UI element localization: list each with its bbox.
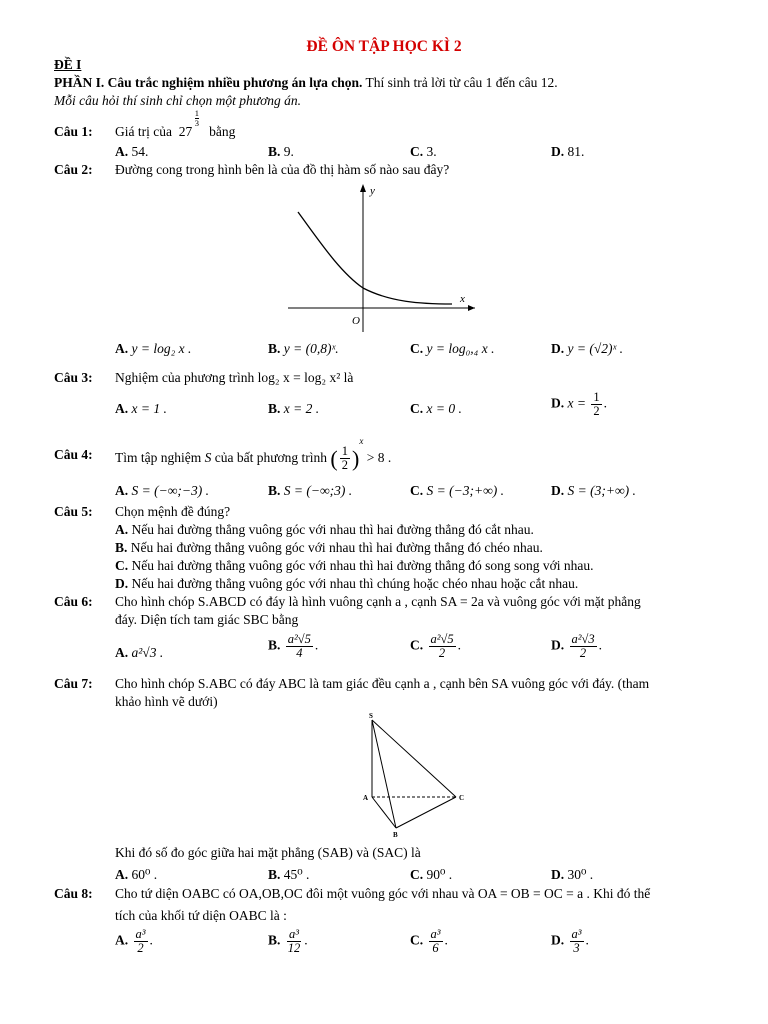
power-exponent	[195, 109, 199, 127]
vertex-b-label: B	[393, 831, 398, 839]
option-b[interactable]: B. $\frac{\text{a²√5}}{4}$ .	[268, 632, 319, 661]
x-axis-label: x	[460, 293, 465, 305]
exponent-x: x	[359, 436, 364, 446]
question-8-line-1: Cho tứ diện OABC có OA,OB,OC đôi một vuông góc với nhau và OA = OB = OC = a . Khi đó thể	[115, 886, 651, 901]
paren-open: (	[330, 445, 338, 471]
option-letter: A.	[115, 645, 129, 660]
question-7-line-3: Khi đó số đo góc giữa hai mặt phẳng (SAB) và (SAC) là	[115, 845, 421, 860]
x-axis-arrow	[468, 305, 475, 311]
option-letter: B.	[268, 401, 281, 416]
option-text: a²√3 .	[131, 645, 164, 660]
option-letter: C.	[410, 932, 424, 948]
option-c[interactable]	[410, 483, 504, 499]
numerator: a³	[289, 927, 300, 941]
exponent-denominator: 3	[194, 117, 199, 128]
fraction	[340, 445, 350, 472]
option-a[interactable]	[115, 401, 167, 417]
option-a[interactable]	[115, 645, 163, 661]
option-text: 90⁰ .	[426, 867, 453, 882]
option-letter: D.	[551, 483, 565, 498]
denominator: 2	[438, 646, 446, 661]
question-label: Câu 1:	[54, 124, 93, 139]
option-letter: D.	[115, 576, 129, 591]
function-graph	[280, 180, 480, 335]
y-axis-label: y	[370, 185, 375, 197]
option-text: x = 1 .	[131, 401, 167, 416]
vertex-c-label: C	[459, 794, 465, 802]
option-letter: C.	[410, 637, 424, 653]
option-text: 3.	[426, 144, 437, 159]
page-title: ĐỀ ÔN TẬP HỌC KÌ 2	[306, 38, 462, 55]
option-letter: C.	[410, 341, 424, 356]
vertex-s-label: S	[369, 712, 373, 720]
option-letter: B.	[268, 483, 281, 498]
set-variable: S	[204, 450, 212, 465]
question-6-line-2: đáy. Diện tích tam giác SBC bằng	[115, 612, 299, 627]
question-label: Câu 5:	[54, 504, 93, 519]
paren-close: )	[352, 445, 360, 471]
option-text: 9.	[283, 144, 294, 159]
question-6-line-1: Cho hình chóp S.ABCD có đáy là hình vuông cạnh a , cạnh SA = 2a và vuông góc với mặt phẳng	[115, 594, 641, 609]
option-text: Nếu hai đường thẳng vuông góc với nhau thì hai đường thẳng đó chéo nhau.	[130, 540, 543, 555]
option-letter: B.	[268, 932, 281, 948]
fraction	[570, 928, 584, 955]
option-text: x =	[567, 395, 586, 411]
option-text: y = (0,8)ˣ.	[283, 341, 339, 356]
option-letter: D.	[551, 341, 565, 356]
exponential-curve	[298, 212, 452, 304]
option-letter: A.	[115, 932, 129, 948]
option-a[interactable]	[115, 867, 157, 883]
edge-bc	[396, 797, 456, 828]
option-letter: A.	[115, 522, 129, 537]
option-b[interactable]	[268, 483, 352, 499]
option-text: Nếu hai đường thẳng vuông góc với nhau thì chúng hoặc chéo nhau hoặc cắt nhau.	[131, 576, 579, 591]
option-text: x = 0 .	[426, 401, 462, 416]
option-text: y = log₀,₄ x .	[426, 341, 495, 356]
denominator: 4	[296, 646, 303, 661]
question-5-text: Chọn mệnh đề đúng?	[115, 504, 231, 519]
option-a[interactable]	[115, 522, 534, 538]
option-b[interactable]	[115, 540, 543, 556]
option-a[interactable]: A. $\frac{\text{a³}}{2}$ .	[115, 927, 153, 956]
option-letter: C.	[410, 144, 424, 159]
part-heading: PHẦN I. Câu trắc nghiệm nhiều phương án lựa chọn.	[54, 75, 363, 90]
option-letter: B.	[268, 867, 281, 882]
option-text: Nếu hai đường thẳng vuông góc với nhau thì hai đường thẳng đó cắt nhau.	[131, 522, 534, 537]
option-c[interactable]: C. $\frac{\text{a³}}{6}$ .	[410, 927, 448, 956]
option-letter: C.	[410, 483, 424, 498]
option-letter: D.	[551, 395, 565, 411]
option-letter: A.	[115, 483, 129, 498]
edge-sc	[372, 720, 456, 797]
option-c[interactable]	[410, 867, 452, 883]
origin-label: O	[352, 315, 360, 327]
question-7-line-1: Cho hình chóp S.ABC có đáy ABC là tam giác đều cạnh a , cạnh bên SA vuông góc với đáy. (tham	[115, 676, 650, 691]
power-base: 27	[178, 124, 193, 139]
option-text: 45⁰ .	[283, 867, 310, 882]
question-2-text: Đường cong trong hình bên là của đồ thị hàm số nào sau đây?	[115, 162, 450, 177]
question-text: bằng	[209, 124, 236, 139]
numerator: a²√3	[571, 632, 595, 646]
question-text: của bất phương trình	[214, 450, 328, 465]
option-letter: D.	[551, 932, 565, 948]
numerator: a²√5	[287, 632, 311, 646]
option-d[interactable]: D. $\frac{\text{a³}}{3}$ .	[551, 927, 589, 956]
option-letter: B.	[115, 540, 128, 555]
option-c[interactable]	[115, 558, 594, 574]
question-8-line-2: tích của khối tứ diện OABC là :	[115, 908, 287, 923]
numerator: a²√5	[430, 632, 454, 646]
option-text: 81.	[567, 144, 585, 159]
question-label: Câu 4:	[54, 447, 93, 462]
numerator: a³	[571, 927, 582, 941]
numerator: 1	[593, 390, 600, 404]
option-d[interactable]	[115, 576, 578, 592]
vertex-a-label: A	[363, 794, 369, 802]
question-text: > 8 .	[366, 450, 392, 465]
option-letter: B.	[268, 637, 281, 653]
denominator: 2	[137, 941, 144, 956]
part-heading-line	[54, 75, 558, 91]
option-b[interactable]	[268, 341, 339, 357]
exam-code: ĐỀ I	[54, 57, 82, 72]
denominator: 3	[573, 941, 580, 956]
option-b[interactable]	[268, 401, 319, 417]
question-4-text	[115, 436, 391, 473]
option-letter: C.	[410, 867, 424, 882]
option-text: 54.	[131, 144, 149, 159]
numerator: 1	[341, 444, 348, 459]
y-axis-arrow	[360, 184, 366, 192]
question-1-text	[115, 108, 236, 140]
denominator: 12	[287, 941, 301, 956]
option-text: y = (√2)ˣ .	[567, 341, 624, 356]
option-text: y = log₂ x .	[131, 341, 192, 356]
option-d[interactable]	[551, 144, 584, 160]
option-text: S = (−∞;−3) .	[131, 483, 209, 498]
part-note: Mỗi câu hỏi thí sinh chỉ chọn một phương án.	[54, 93, 302, 108]
part-instruction: Thí sinh trả lời từ câu 1 đến câu 12.	[362, 75, 558, 90]
option-d[interactable]	[551, 341, 623, 357]
option-letter: C.	[410, 401, 424, 416]
question-text: Tìm tập nghiệm	[115, 450, 202, 465]
option-b[interactable]	[268, 144, 294, 160]
question-label: Câu 8:	[54, 886, 93, 901]
fraction	[570, 633, 597, 660]
numerator: a³	[430, 927, 441, 941]
question-label: Câu 7:	[54, 676, 93, 691]
question-label: Câu 2:	[54, 162, 93, 177]
option-letter: B.	[268, 341, 281, 356]
option-letter: A.	[115, 144, 129, 159]
option-b[interactable]: B. $\frac{\text{a³}}{12}$ .	[268, 927, 308, 956]
power-expression	[178, 108, 199, 139]
option-letter: D.	[551, 867, 565, 882]
option-c[interactable]: C. $\frac{\text{a²√5}}{2}$ .	[410, 632, 461, 661]
option-letter: D.	[551, 637, 565, 653]
option-b[interactable]	[268, 867, 309, 883]
fraction	[286, 928, 303, 955]
fraction	[429, 633, 456, 660]
option-letter: A.	[115, 341, 129, 356]
option-letter: A.	[115, 401, 129, 416]
question-label: Câu 6:	[54, 594, 93, 609]
question-text: Giá trị của	[115, 124, 172, 139]
option-a[interactable]	[115, 483, 209, 499]
numerator: a³	[135, 927, 146, 941]
option-text: Nếu hai đường thẳng vuông góc với nhau thì hai đường thẳng đó song song với nhau.	[131, 558, 594, 573]
option-d[interactable]	[551, 867, 593, 883]
option-letter: A.	[115, 867, 129, 882]
option-text: S = (3;+∞) .	[567, 483, 636, 498]
option-text: x = 2 .	[283, 401, 320, 416]
option-c[interactable]	[410, 401, 462, 417]
denominator: 2	[579, 646, 587, 661]
denominator: 2	[341, 458, 348, 473]
fraction	[591, 391, 601, 418]
question-label: Câu 3:	[54, 370, 93, 385]
option-d[interactable]	[551, 391, 607, 418]
option-a[interactable]	[115, 144, 148, 160]
option-text: S = (−3;+∞) .	[426, 483, 504, 498]
fraction	[134, 928, 148, 955]
option-text: 30⁰ .	[567, 867, 594, 882]
question-7-line-2: khảo hình vẽ dưới)	[115, 694, 218, 709]
option-text: 60⁰ .	[131, 867, 158, 882]
fraction	[429, 928, 443, 955]
denominator: 6	[432, 941, 439, 956]
option-c[interactable]	[410, 341, 494, 357]
option-text: .	[603, 395, 607, 411]
option-d[interactable]: D. $\frac{\text{a²√3}}{2}$ .	[551, 632, 602, 661]
option-c[interactable]	[410, 144, 437, 160]
option-letter: C.	[115, 558, 129, 573]
option-letter: B.	[268, 144, 281, 159]
option-letter: D.	[551, 144, 565, 159]
option-d[interactable]	[551, 483, 636, 499]
denominator: 2	[593, 404, 600, 419]
question-3-text: Nghiệm của phương trình log₂ x = log₂ x² là	[115, 370, 354, 385]
fraction	[286, 633, 313, 660]
option-a[interactable]	[115, 341, 191, 357]
pyramid-figure	[360, 710, 475, 840]
option-text: S = (−∞;3) .	[283, 483, 353, 498]
exponent-numerator: 1	[194, 108, 199, 118]
